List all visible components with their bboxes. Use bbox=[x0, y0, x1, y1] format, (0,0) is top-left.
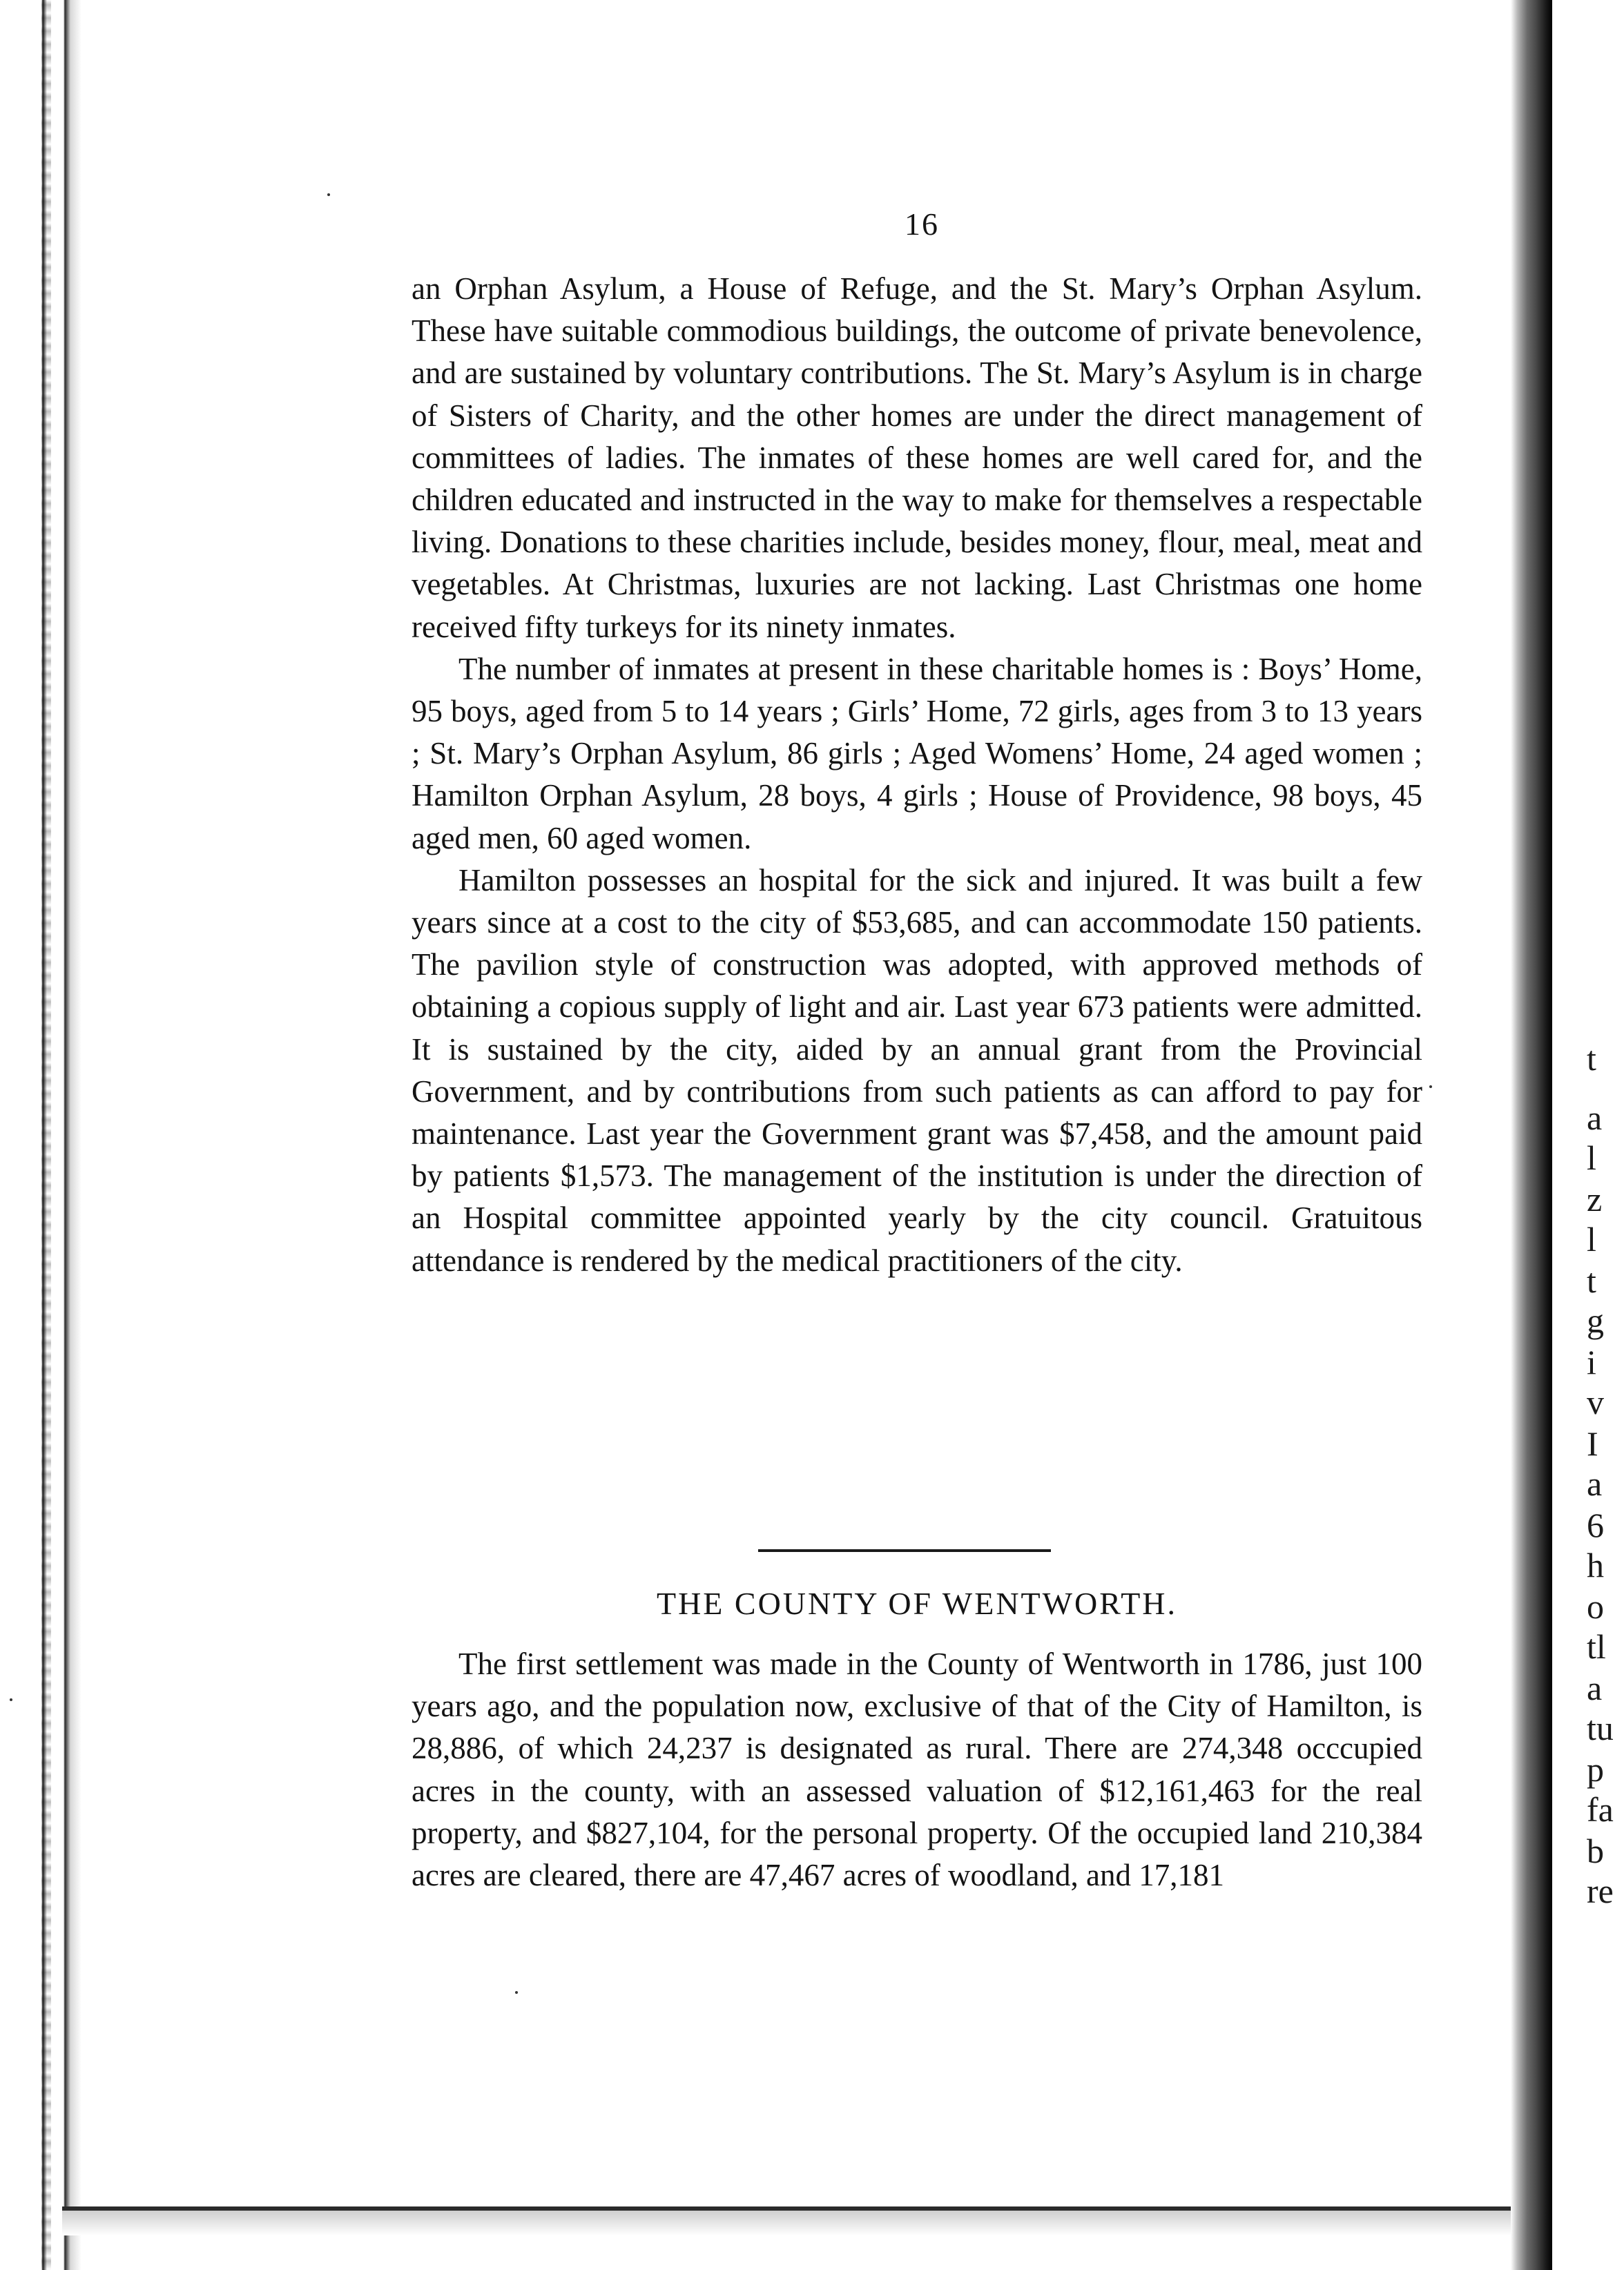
facing-page-fragment: a bbox=[1587, 1464, 1603, 1503]
facing-page-fragment: l bbox=[1587, 1138, 1596, 1177]
scan-speck bbox=[1429, 1085, 1432, 1088]
scan-left-margin bbox=[0, 0, 104, 2270]
facing-page-fragment: b bbox=[1587, 1832, 1604, 1870]
facing-page-fragment: t bbox=[1587, 1039, 1596, 1078]
facing-page-fragment: p bbox=[1587, 1750, 1604, 1789]
facing-page-fragment: a bbox=[1587, 1669, 1603, 1707]
page-gutter bbox=[1511, 0, 1552, 2270]
facing-page-fragment: a bbox=[1587, 1098, 1603, 1137]
facing-page-fragment: tu bbox=[1587, 1709, 1614, 1747]
paragraph-hospital: Hamilton possesses an hospital for the sick and injured. It was built a few years since at a cost to the city of $53,685, and can accommodate 150 patients. The pavilion style of construction was adopted, with approved methods of obtaining a copious supply of light and air. Last year 673 patients were admitted. It is sustained by the city, aided by an annual grant from the Provincial Government, and by contributions from such patients as can afford to pay for maintenance. Last year the Government grant was $7,458, and the amount paid by patients $1,573. The management of the institution is under the direction of an Hospital committee appointed yearly by the city council. Gratuitous attendance is rendered by the medical practitioners of the city. bbox=[412, 862, 1422, 1278]
page-number: 16 bbox=[905, 206, 939, 242]
facing-page-fragment: z bbox=[1587, 1180, 1603, 1219]
facing-page-fragment: tl bbox=[1587, 1627, 1606, 1666]
paragraph-county-settlement: The first settlement was made in the County of Wentworth in 1786, just 100 years ago, and the population now, exclusive of that of the City of Hamilton, is 28,886, of which 24,237 is designated as rural. There are 274,348 occcupied acres in the county, with an assessed valuation of $12,161,463 for the real property, and $827,104, for the personal property. Of the occupied land 210,384 acres are cleared, there are 47,467 acres of woodland, and 17,181 bbox=[412, 1647, 1422, 1893]
facing-page-fragment: i bbox=[1587, 1343, 1596, 1381]
facing-page-fragment: re bbox=[1587, 1872, 1614, 1910]
facing-page-fragment: v bbox=[1587, 1383, 1604, 1422]
facing-page-fragment: I bbox=[1587, 1424, 1598, 1463]
facing-page-fragment: g bbox=[1587, 1301, 1604, 1340]
facing-page-fragment: 6 bbox=[1587, 1506, 1604, 1544]
paragraph-inmates: The number of inmates at present in these charitable homes is : Boys’ Home, 95 boys, aged from 5 to 14 years ; Girls’ Home, 72 girls, ages from 3 to 13 years ; St. Mary’s Orphan Asylum, 86 girls ; Aged Womens’ Home, 24 aged women ; Hamilton Orphan Asylum, 28 boys, 4 girls ; House of Providence, 98 boys, 45 aged men, 60 aged women. bbox=[412, 651, 1422, 855]
body-text-top bbox=[412, 268, 1422, 1282]
facing-page-fragment: l bbox=[1587, 1220, 1596, 1259]
paragraph-charities: an Orphan Asylum, a House of Refuge, and the St. Mary’s Orphan Asylum. These have suitable commodious buildings, the outcome of private benevolence, and are sustained by voluntary contributions. The St. Mary’s Asylum is in charge of Sisters of Charity, and the other homes are under the direct management of committees of ladies. The inmates of these homes are well cared for, and the children educated and instructed in the way to make for themselves a respectable living. Donations to these charities include, besides money, flour, meal, meat and vegetables. At Christmas, luxuries are not lacking. Last Christmas one home received fifty turkeys for its ninety inmates. bbox=[412, 271, 1422, 644]
scan-speck bbox=[10, 1698, 12, 1701]
facing-page-fragment: t bbox=[1587, 1261, 1596, 1300]
section-divider bbox=[758, 1549, 1051, 1552]
body-text-bottom bbox=[412, 1643, 1422, 1896]
facing-page-fragment: fa bbox=[1587, 1790, 1614, 1829]
facing-page-fragment: o bbox=[1587, 1587, 1604, 1626]
section-heading: THE COUNTY OF WENTWORTH. bbox=[656, 1586, 1178, 1621]
scan-speck bbox=[327, 193, 330, 196]
facing-page-fragment: h bbox=[1587, 1546, 1604, 1584]
scan-bottom-margin bbox=[62, 2206, 1540, 2235]
scan-speck bbox=[515, 1991, 518, 1994]
